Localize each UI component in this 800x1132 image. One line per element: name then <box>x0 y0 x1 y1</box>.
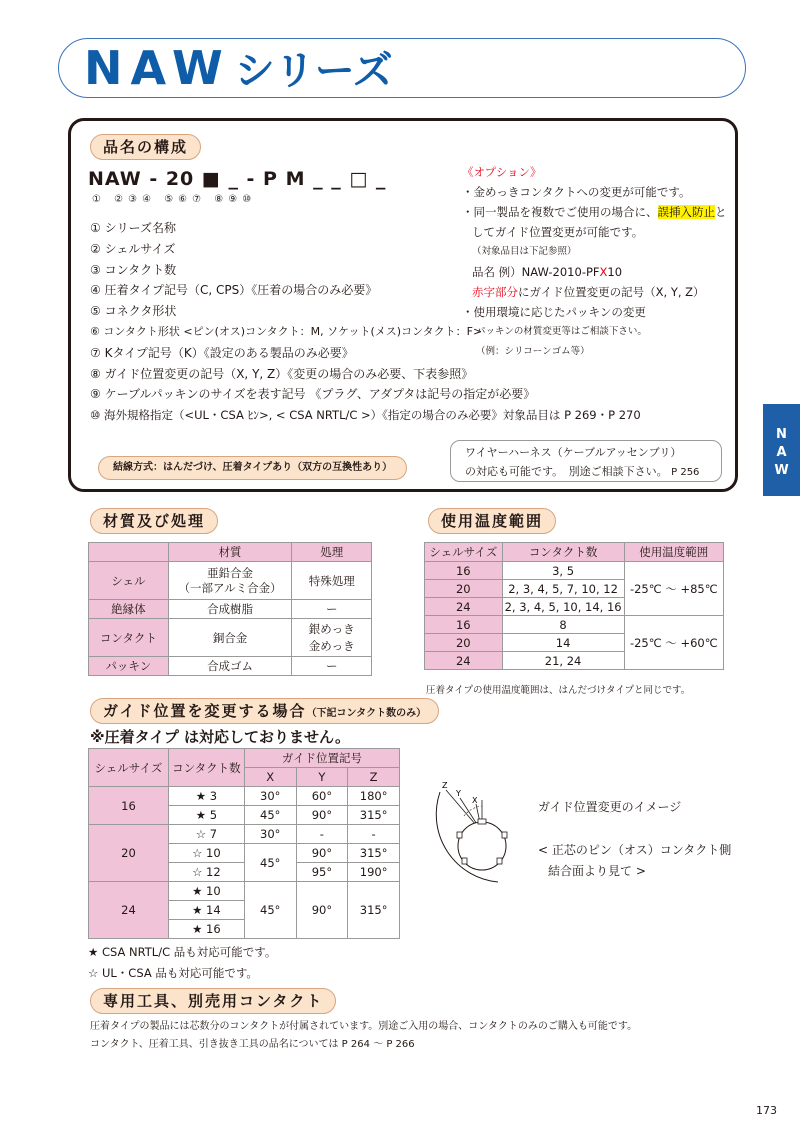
guide-image-desc <box>538 840 731 882</box>
desc-line: < 正芯のピン（オス）コンタクト側 <box>538 843 732 857</box>
table-cell: 95° <box>296 863 348 882</box>
guide-key <box>457 832 462 838</box>
option-red-text: 赤字部分 <box>472 285 518 299</box>
row-label: 24 <box>425 598 503 616</box>
option-line <box>462 202 727 222</box>
table-cell: 180° <box>348 787 400 806</box>
list-item: ② シェルサイズ <box>90 241 176 256</box>
table-cell: ★ 14 <box>168 901 244 920</box>
option-red-text: X <box>599 265 608 279</box>
table-row <box>425 543 724 562</box>
tools-line: コンタクト、圧着工具、引き抜き工具の品名については P 264 〜 P 266 <box>90 1039 415 1050</box>
row-label: 24 <box>425 652 503 670</box>
page-title <box>84 42 393 94</box>
guide-key <box>462 858 467 864</box>
option-line: ・使用環境に応じたパッキンの変更 <box>462 305 646 319</box>
table-cell: 銅合金 <box>168 619 292 657</box>
table-header: コンタクト数 <box>168 749 244 787</box>
table-cell: -25℃ 〜 +60℃ <box>624 616 723 670</box>
table-cell: 30° <box>244 787 296 806</box>
table-cell: 45° <box>244 806 296 825</box>
guide-image-label: ガイド位置変更のイメージ <box>538 800 682 814</box>
row-label: 24 <box>89 882 169 939</box>
list-item: ⑩ 海外規格指定（<UL・CSA ﾋﾝ>, < CSA NRTL/C >）《指定の場合のみ必要》対象品目は P 269・P 270 <box>90 408 641 423</box>
temperature-note: 圧着タイプの使用温度範囲は、はんだづけタイプと同じです。 <box>426 685 691 696</box>
table-row <box>89 749 400 768</box>
table-cell: ★ 10 <box>168 882 244 901</box>
table-cell: ー <box>292 600 372 619</box>
legend-line: ☆ UL・CSA 品も対応可能です。 <box>88 966 258 980</box>
table-header <box>89 543 169 562</box>
guide-table <box>88 748 400 939</box>
row-label: コンタクト <box>89 619 169 657</box>
table-header: Z <box>348 768 400 787</box>
cell-text: （一部アルミ合金） <box>178 580 282 595</box>
table-cell: ☆ 10 <box>168 844 244 863</box>
table-cell: 合成樹脂 <box>168 600 292 619</box>
table-row <box>425 562 724 580</box>
cell-text: 銀めっき <box>308 621 355 636</box>
table-cell: 合成ゴム <box>168 657 292 676</box>
option-text: ・同一製品を複数でご使用の場合に、 <box>462 205 658 219</box>
table-cell: 30° <box>244 825 296 844</box>
legend-line: ★ CSA NRTL/C 品も対応可能です。 <box>88 945 277 959</box>
guide-legend <box>88 942 276 984</box>
table-row <box>89 825 400 844</box>
option-text: 10 <box>607 265 623 279</box>
part-code: NAW - 20 ■ _ - P M _ _ □ _ <box>88 168 387 190</box>
desc-line: 結合面より見て > <box>548 864 646 878</box>
wire-harness-page: P 256 <box>671 467 700 478</box>
guide-heading-small: （下記コンタクト数のみ） <box>306 708 427 719</box>
guide-position-diagram <box>420 770 530 890</box>
table-cell: 190° <box>348 863 400 882</box>
table-cell: 90° <box>296 806 348 825</box>
row-label: 20 <box>89 825 169 882</box>
side-tab-letter: N <box>776 427 787 442</box>
option-line: ・金めっきコンタクトへの変更が可能です。 <box>462 185 691 199</box>
table-row <box>425 616 724 634</box>
structure-heading: 品名の構成 <box>90 134 201 160</box>
option-line: （例：シリコーンゴム等） <box>476 346 590 357</box>
table-row <box>89 543 372 562</box>
table-cell: 90° <box>296 882 348 939</box>
guide-key <box>502 832 507 838</box>
row-label: パッキン <box>89 657 169 676</box>
cell-text: 亜鉛合金 <box>207 565 254 580</box>
title-naw: NAW <box>84 41 231 95</box>
table-cell: - <box>296 825 348 844</box>
table-row <box>89 562 372 600</box>
table-cell: 315° <box>348 844 400 863</box>
list-item: ③ コンタクト数 <box>90 262 177 277</box>
list-item: ① シリーズ名称 <box>90 221 176 235</box>
table-header: シェルサイズ <box>89 749 169 787</box>
table-cell: - <box>348 825 400 844</box>
table-row <box>89 787 400 806</box>
table-cell: 45° <box>244 882 296 939</box>
row-label: 20 <box>425 580 503 598</box>
row-label: 絶縁体 <box>89 600 169 619</box>
table-cell: ★ 3 <box>168 787 244 806</box>
option-text: 品名 例）NAW-2010-PF <box>472 265 600 279</box>
row-label: シェル <box>89 562 169 600</box>
axis-y-label: Y <box>456 789 461 798</box>
option-line: パッキンの材質変更等はご相談下さい。 <box>476 326 647 337</box>
option-line <box>462 262 727 282</box>
option-line: してガイド位置変更が可能です。 <box>472 225 644 239</box>
table-cell: -25℃ 〜 +85℃ <box>624 562 723 616</box>
row-label: 16 <box>89 787 169 825</box>
table-cell: 60° <box>296 787 348 806</box>
tools-text <box>90 1018 637 1054</box>
table-cell: ★ 5 <box>168 806 244 825</box>
table-cell: ☆ 7 <box>168 825 244 844</box>
table-cell: 45° <box>244 844 296 882</box>
list-item: ⑥ コンタクト形状 <ピン(オス)コンタクト：M, ソケット(メス)コンタクト：F> <box>90 324 483 338</box>
table-cell: 8 <box>502 616 624 634</box>
table-row <box>89 882 400 901</box>
list-item: ⑧ ガイド位置変更の記号（X, Y, Z）《変更の場合のみ必要、下表参照》 <box>90 366 474 381</box>
table-row <box>89 619 372 657</box>
wire-harness-note <box>450 440 722 482</box>
table-header: 材質 <box>168 543 292 562</box>
materials-heading: 材質及び処理 <box>90 508 218 534</box>
table-row <box>89 657 372 676</box>
table-cell: 3, 5 <box>502 562 624 580</box>
option-text: と <box>715 205 727 219</box>
cell-text: 金めっき <box>308 638 355 653</box>
option-text: にガイド位置変更の記号（X, Y, Z） <box>518 285 705 299</box>
row-label: 20 <box>425 634 503 652</box>
row-label: 16 <box>425 616 503 634</box>
temperature-heading: 使用温度範囲 <box>428 508 556 534</box>
materials-table <box>88 542 372 676</box>
wire-harness-text: の対応も可能です。 別途ご相談下さい。 <box>465 465 668 478</box>
axis-x-label: X <box>472 796 478 805</box>
list-item: ⑦ Kタイプ記号（K）《設定のある製品のみ必要》 <box>90 345 354 360</box>
table-cell: 315° <box>348 806 400 825</box>
part-code-positions: ① ②③④ ⑤⑥⑦ ⑧⑨⑩ <box>92 194 257 205</box>
wiring-note: 結線方式：はんだづけ、圧着タイプあり（双方の互換性あり） <box>98 456 407 480</box>
table-cell: ー <box>292 657 372 676</box>
guide-warning: ※圧着タイプ は対応しておりません。 <box>90 728 350 746</box>
axis-z-label: Z <box>442 781 448 790</box>
table-header: 処理 <box>292 543 372 562</box>
table-header: シェルサイズ <box>425 543 503 562</box>
option-block <box>462 162 727 362</box>
table-cell <box>292 619 372 657</box>
list-item: ⑨ ケーブルパッキンのサイズを表す記号 《プラグ、アダプタは記号の指定が必要》 <box>90 387 536 402</box>
row-label: 16 <box>425 562 503 580</box>
table-cell: 2, 3, 4, 5, 10, 14, 16 <box>502 598 624 616</box>
guide-heading-text: ガイド位置を変更する場合 <box>103 702 307 720</box>
guide-key <box>497 858 502 864</box>
guide-key <box>478 819 486 824</box>
option-highlight: 誤挿入防止 <box>657 205 715 219</box>
side-tab-letter: W <box>774 463 789 478</box>
title-series: シリーズ <box>234 48 393 94</box>
list-item: ⑤ コネクタ形状 <box>90 304 177 319</box>
table-cell: 14 <box>502 634 624 652</box>
tools-line: 圧着タイプの製品には芯数分のコンタクトが付属されています。別途ご入用の場合、コンタクトのみのご購入も可能です。 <box>90 1021 638 1032</box>
table-cell: ★ 16 <box>168 920 244 939</box>
side-tab-letter: A <box>776 445 787 460</box>
side-tab-naw <box>763 404 800 496</box>
table-header: X <box>244 768 296 787</box>
table-cell <box>168 562 292 600</box>
temperature-table <box>424 542 724 670</box>
table-header: コンタクト数 <box>502 543 624 562</box>
table-cell: ☆ 12 <box>168 863 244 882</box>
wire-harness-line <box>465 462 707 482</box>
table-cell: 315° <box>348 882 400 939</box>
option-line: （対象品目は下記参照） <box>472 246 577 257</box>
table-header: 使用温度範囲 <box>624 543 723 562</box>
table-cell: 21, 24 <box>502 652 624 670</box>
tools-heading: 専用工具、別売用コンタクト <box>90 988 336 1014</box>
option-line <box>462 282 727 302</box>
table-cell: 90° <box>296 844 348 863</box>
table-row <box>89 600 372 619</box>
table-cell: 特殊処理 <box>292 562 372 600</box>
option-title: 《オプション》 <box>462 165 542 179</box>
guide-heading <box>90 698 439 724</box>
table-header: Y <box>296 768 348 787</box>
list-item: ④ 圧着タイプ記号（C, CPS）《圧着の場合のみ必要》 <box>90 283 378 298</box>
page-number: 173 <box>756 1104 777 1117</box>
wire-harness-line: ワイヤーハーネス（ケーブルアッセンブリ） <box>465 446 682 459</box>
table-header: ガイド位置記号 <box>244 749 399 768</box>
table-cell: 2, 3, 4, 5, 7, 10, 12 <box>502 580 624 598</box>
